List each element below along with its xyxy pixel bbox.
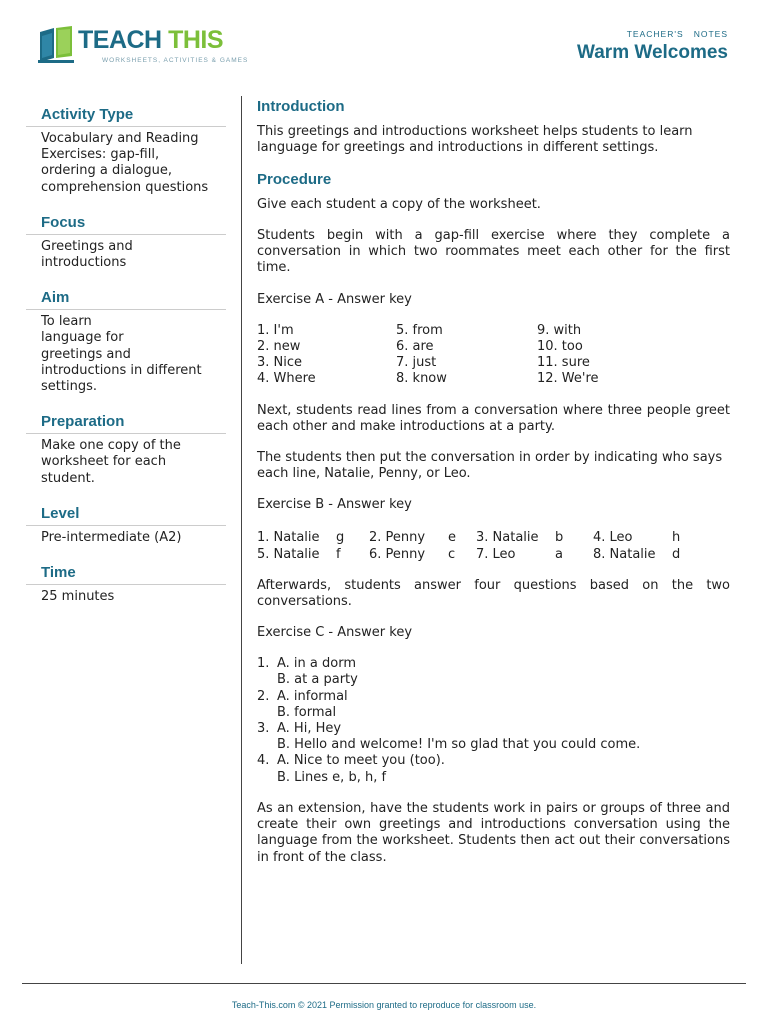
answer-item: 11. sure [537, 355, 590, 371]
speaker: 6. Penny [369, 546, 426, 562]
sidebar-preparation [26, 403, 226, 495]
answer-item: 6. are [396, 339, 434, 355]
page-header [0, 0, 768, 80]
logo-this-text: THIS [168, 26, 224, 54]
answer-a: A. Nice to meet you (too). [277, 753, 445, 769]
logo-wordmark [78, 26, 223, 55]
speaker: 2. Penny [369, 529, 426, 545]
answer-item: 5. from [396, 322, 443, 338]
line-letter: g [336, 529, 345, 545]
speaker: 3. Natalie [476, 529, 539, 545]
book-logo-icon [36, 24, 76, 66]
column-divider [241, 96, 242, 964]
sidebar-heading: Preparation [26, 403, 226, 434]
answer-a: A. Hi, Hey [277, 721, 342, 737]
answer-item [476, 529, 593, 546]
line-letter: a [555, 546, 563, 562]
line-letter: c [448, 546, 456, 562]
introduction-heading: Introduction [257, 98, 345, 115]
teachers-notes-label: TEACHER'S NOTES [626, 29, 728, 39]
line-letter: b [555, 529, 564, 545]
list-item [257, 656, 730, 672]
answer-item: 12. We're [537, 371, 599, 387]
exercise-c-title: Exercise C - Answer key [257, 625, 413, 641]
exercise-c-answer-key [257, 656, 730, 786]
line-letter: d [672, 546, 681, 562]
exercise-b-answer-key [257, 529, 730, 563]
answer-item [257, 546, 369, 563]
footer-divider [22, 983, 746, 984]
logo-teach-text: TEACH [78, 26, 162, 54]
procedure-paragraph: Students begin with a gap-fill exercise where they complete a conversation in which two roommates meet each other for the first time. [257, 228, 730, 276]
page-title: Warm Welcomes [577, 42, 728, 63]
procedure-paragraph: Give each student a copy of the worksheet. [257, 196, 541, 212]
list-item [257, 753, 730, 769]
sidebar-level [26, 495, 226, 554]
procedure-paragraph: The students then put the conversation in order by indicating who says each line, Natalie, Penny, or Leo. [257, 450, 723, 482]
answer-item [476, 546, 593, 563]
procedure-paragraph: Afterwards, students answer four questions based on the two conversations. [257, 577, 730, 609]
speaker: 4. Leo [593, 529, 633, 545]
sidebar-time [26, 554, 226, 613]
logo-tagline: WORKSHEETS, ACTIVITIES & GAMES [102, 57, 249, 64]
answer-item [593, 546, 713, 563]
line-letter: h [672, 529, 681, 545]
sidebar-text: Greetings and introductions [41, 238, 133, 271]
answer-item: 10. too [537, 339, 583, 355]
exercise-a-title: Exercise A - Answer key [257, 291, 412, 307]
list-item [257, 721, 730, 737]
speaker: 7. Leo [476, 546, 516, 562]
answer-b: B. formal [277, 704, 337, 720]
speaker: 5. Natalie [257, 546, 320, 562]
exercise-b-title: Exercise B - Answer key [257, 497, 412, 513]
sidebar-text: Vocabulary and Reading Exercises: gap-fill, ordering a dialogue, comprehension questions [41, 131, 209, 195]
sidebar-heading: Aim [26, 279, 226, 310]
answer-b: B. Hello and welcome! I'm so glad that you could come. [277, 737, 641, 753]
answer-a: A. in a dorm [277, 656, 356, 672]
answer-b: B. at a party [277, 672, 358, 688]
footer-copyright: Teach-This.com © 2021 Permission granted to reproduce for classroom use. [231, 1000, 537, 1010]
sidebar-text: To learn language for greetings and introductions in different settings. [41, 314, 202, 395]
question-number: 2. [257, 688, 270, 704]
sidebar [26, 96, 226, 613]
answer-item [369, 529, 476, 546]
question-number: 1. [257, 656, 270, 672]
sidebar-focus [26, 204, 226, 279]
introduction-text: This greetings and introductions worksheet helps students to learn language for greetings and introductions in different settings. [257, 124, 693, 156]
sidebar-text: Make one copy of the worksheet for each student. [41, 438, 181, 486]
answer-item: 8. know [396, 371, 447, 387]
speaker: 1. Natalie [257, 529, 320, 545]
sidebar-heading: Activity Type [26, 96, 226, 127]
question-number: 4. [257, 753, 270, 769]
sidebar-activity-type [26, 96, 226, 204]
answer-item: 1. I'm [257, 322, 294, 338]
exercise-a-answer-key [257, 323, 730, 388]
sidebar-text: Pre-intermediate (A2) [41, 529, 182, 545]
extension-paragraph: As an extension, have the students work in pairs or groups of three and create their own greetings and introductions conversation using the language from the worksheet. Students then act out their conversations in front of the class. [257, 800, 730, 865]
answer-item: 9. with [537, 322, 582, 338]
list-item [257, 689, 730, 705]
sidebar-text: 25 minutes [41, 589, 115, 605]
procedure-heading: Procedure [257, 170, 332, 188]
answer-item [257, 529, 369, 546]
sidebar-aim [26, 279, 226, 403]
line-letter: f [336, 546, 341, 562]
answer-item: 7. just [396, 355, 437, 371]
teach-this-logo[interactable] [36, 22, 249, 72]
answer-item [593, 529, 713, 546]
answer-item: 4. Where [257, 371, 316, 387]
answer-item [369, 546, 476, 563]
answer-b: B. Lines e, b, h, f [277, 769, 387, 785]
speaker: 8. Natalie [593, 546, 656, 562]
line-letter: e [448, 529, 456, 545]
answer-item: 3. Nice [257, 355, 303, 371]
sidebar-heading: Level [26, 495, 226, 526]
main-content [257, 99, 730, 881]
answer-a: A. informal [277, 688, 348, 704]
sidebar-heading: Time [26, 554, 226, 585]
question-number: 3. [257, 721, 270, 737]
answer-item: 2. new [257, 339, 301, 355]
procedure-paragraph: Next, students read lines from a conversation where three people greet each other and make introductions at a party. [257, 402, 730, 434]
sidebar-heading: Focus [26, 204, 226, 235]
